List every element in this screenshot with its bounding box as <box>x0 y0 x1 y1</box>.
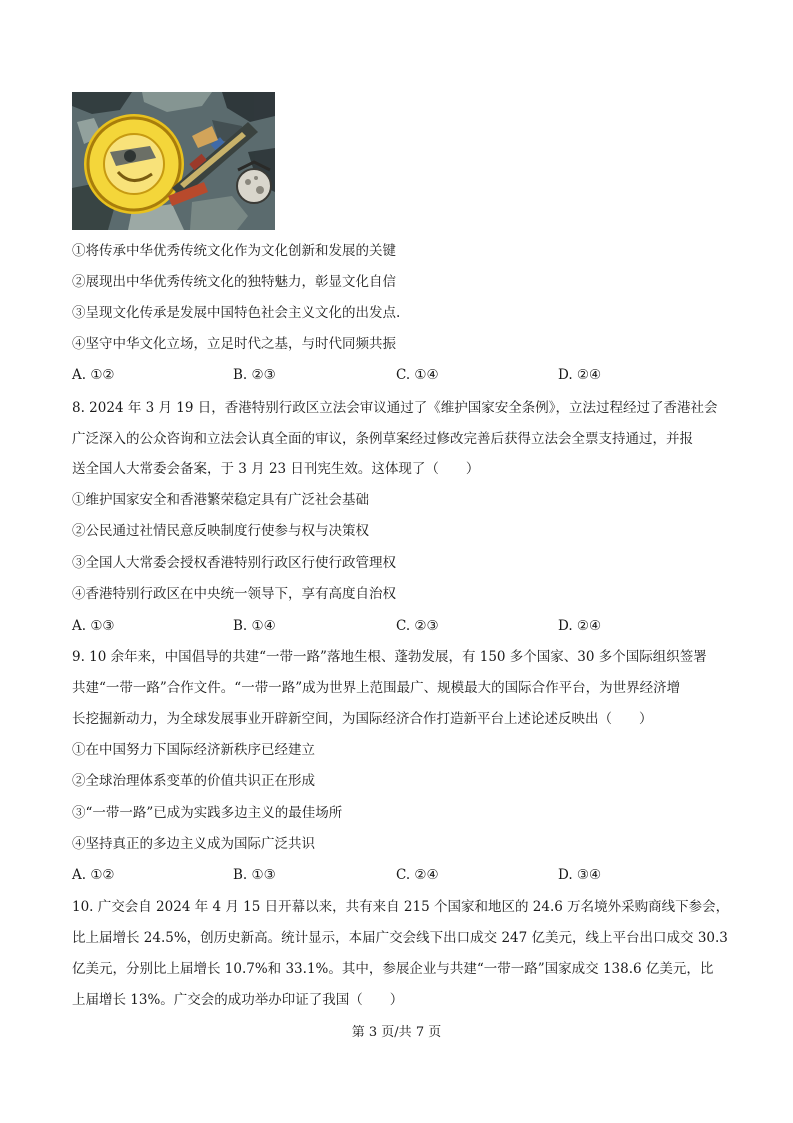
q9-item-1: ①在中国努力下国际经济新秩序已经建立 <box>72 742 315 758</box>
q7-item-4: ④坚守中华文化立场，立足时代之基，与时代同频共振 <box>72 336 396 352</box>
q8-stem-line-3: 送全国人大常委会备案，于 3 月 23 日刊宪生效。这体现了（ ） <box>72 461 480 477</box>
q8-stem-line-2: 广泛深入的公众咨询和立法会认真全面的审议，条例草案经过修改完善后获得立法会全票支持通过，并报 <box>72 431 693 447</box>
q7-option-b: B. ②③ <box>233 367 276 383</box>
q9-stem-line-2: 共建“一带一路”合作文件。“一带一路”成为世界上范围最广、规模最大的国际合作平台，为世界经济增 <box>72 680 681 696</box>
q8-stem-line-1: 8. 2024 年 3 月 19 日，香港特别行政区立法会审议通过了《维护国家安全条例》，立法过程经过了香港社会 <box>72 400 718 416</box>
q9-item-2: ②全球治理体系变革的价值共识正在形成 <box>72 773 315 789</box>
q7-item-3: ③呈现文化传承是发展中国特色社会主义文化的出发点. <box>72 305 401 321</box>
q9-item-4: ④坚持真正的多边主义成为国际广泛共识 <box>72 836 315 852</box>
q9-stem-line-3: 长挖掘新动力，为全球发展事业开辟新空间，为国际经济合作打造新平台上述论述反映出（ ） <box>72 711 653 727</box>
q9-item-3: ③“一带一路”已成为实践多边主义的最佳场所 <box>72 805 343 821</box>
q8-item-3: ③全国人大常委会授权香港特别行政区行使行政管理权 <box>72 555 396 571</box>
q7-option-d: D. ②④ <box>558 367 602 383</box>
q8-option-c: C. ②③ <box>396 618 439 634</box>
q10-stem-line-4: 上届增长 13%。广交会的成功举办印证了我国（ ） <box>72 992 404 1008</box>
q8-option-b: B. ①④ <box>233 618 276 634</box>
q10-stem-line-3: 亿美元，分别比上届增长 10.7%和 33.1%。其中，参展企业与共建“一带一路”国家成交 138.6 亿美元，比 <box>72 961 714 977</box>
q7-option-a: A. ①② <box>72 367 115 383</box>
q10-stem-line-1: 10. 广交会自 2024 年 4 月 15 日开幕以来，共有来自 215 个国家和地区的 24.6 万名境外采购商线下参会， <box>72 899 730 915</box>
q8-option-d: D. ②④ <box>558 618 602 634</box>
q9-option-a: A. ①② <box>72 867 115 883</box>
q7-option-c: C. ①④ <box>396 367 439 383</box>
artwork-graphic <box>72 92 275 230</box>
q7-item-2: ②展现出中华优秀传统文化的独特魅力，彰显文化自信 <box>72 274 396 290</box>
q8-item-2: ②公民通过社情民意反映制度行使参与权与决策权 <box>72 523 369 539</box>
q9-option-d: D. ③④ <box>558 867 602 883</box>
q8-item-4: ④香港特别行政区在中央统一领导下，享有高度自治权 <box>72 586 396 602</box>
q7-item-1: ①将传承中华优秀传统文化作为文化创新和发展的关键 <box>72 243 396 259</box>
q8-item-1: ①维护国家安全和香港繁荣稳定具有广泛社会基础 <box>72 492 369 508</box>
q9-option-b: B. ①③ <box>233 867 276 883</box>
q9-stem-line-1: 9. 10 余年来，中国倡导的共建“一带一路”落地生根、蓬勃发展，有 150 多个国家、30 多个国际组织签署 <box>72 649 707 665</box>
q9-option-c: C. ②④ <box>396 867 439 883</box>
collage-artwork-icon <box>72 92 275 230</box>
q10-stem-line-2: 比上届增长 24.5%，创历史新高。统计显示，本届广交会线下出口成交 247 亿美元，线上平台出口成交 30.3 <box>72 930 728 946</box>
q8-option-a: A. ①③ <box>72 618 115 634</box>
page-number: 第 3 页/共 7 页 <box>351 1025 442 1040</box>
